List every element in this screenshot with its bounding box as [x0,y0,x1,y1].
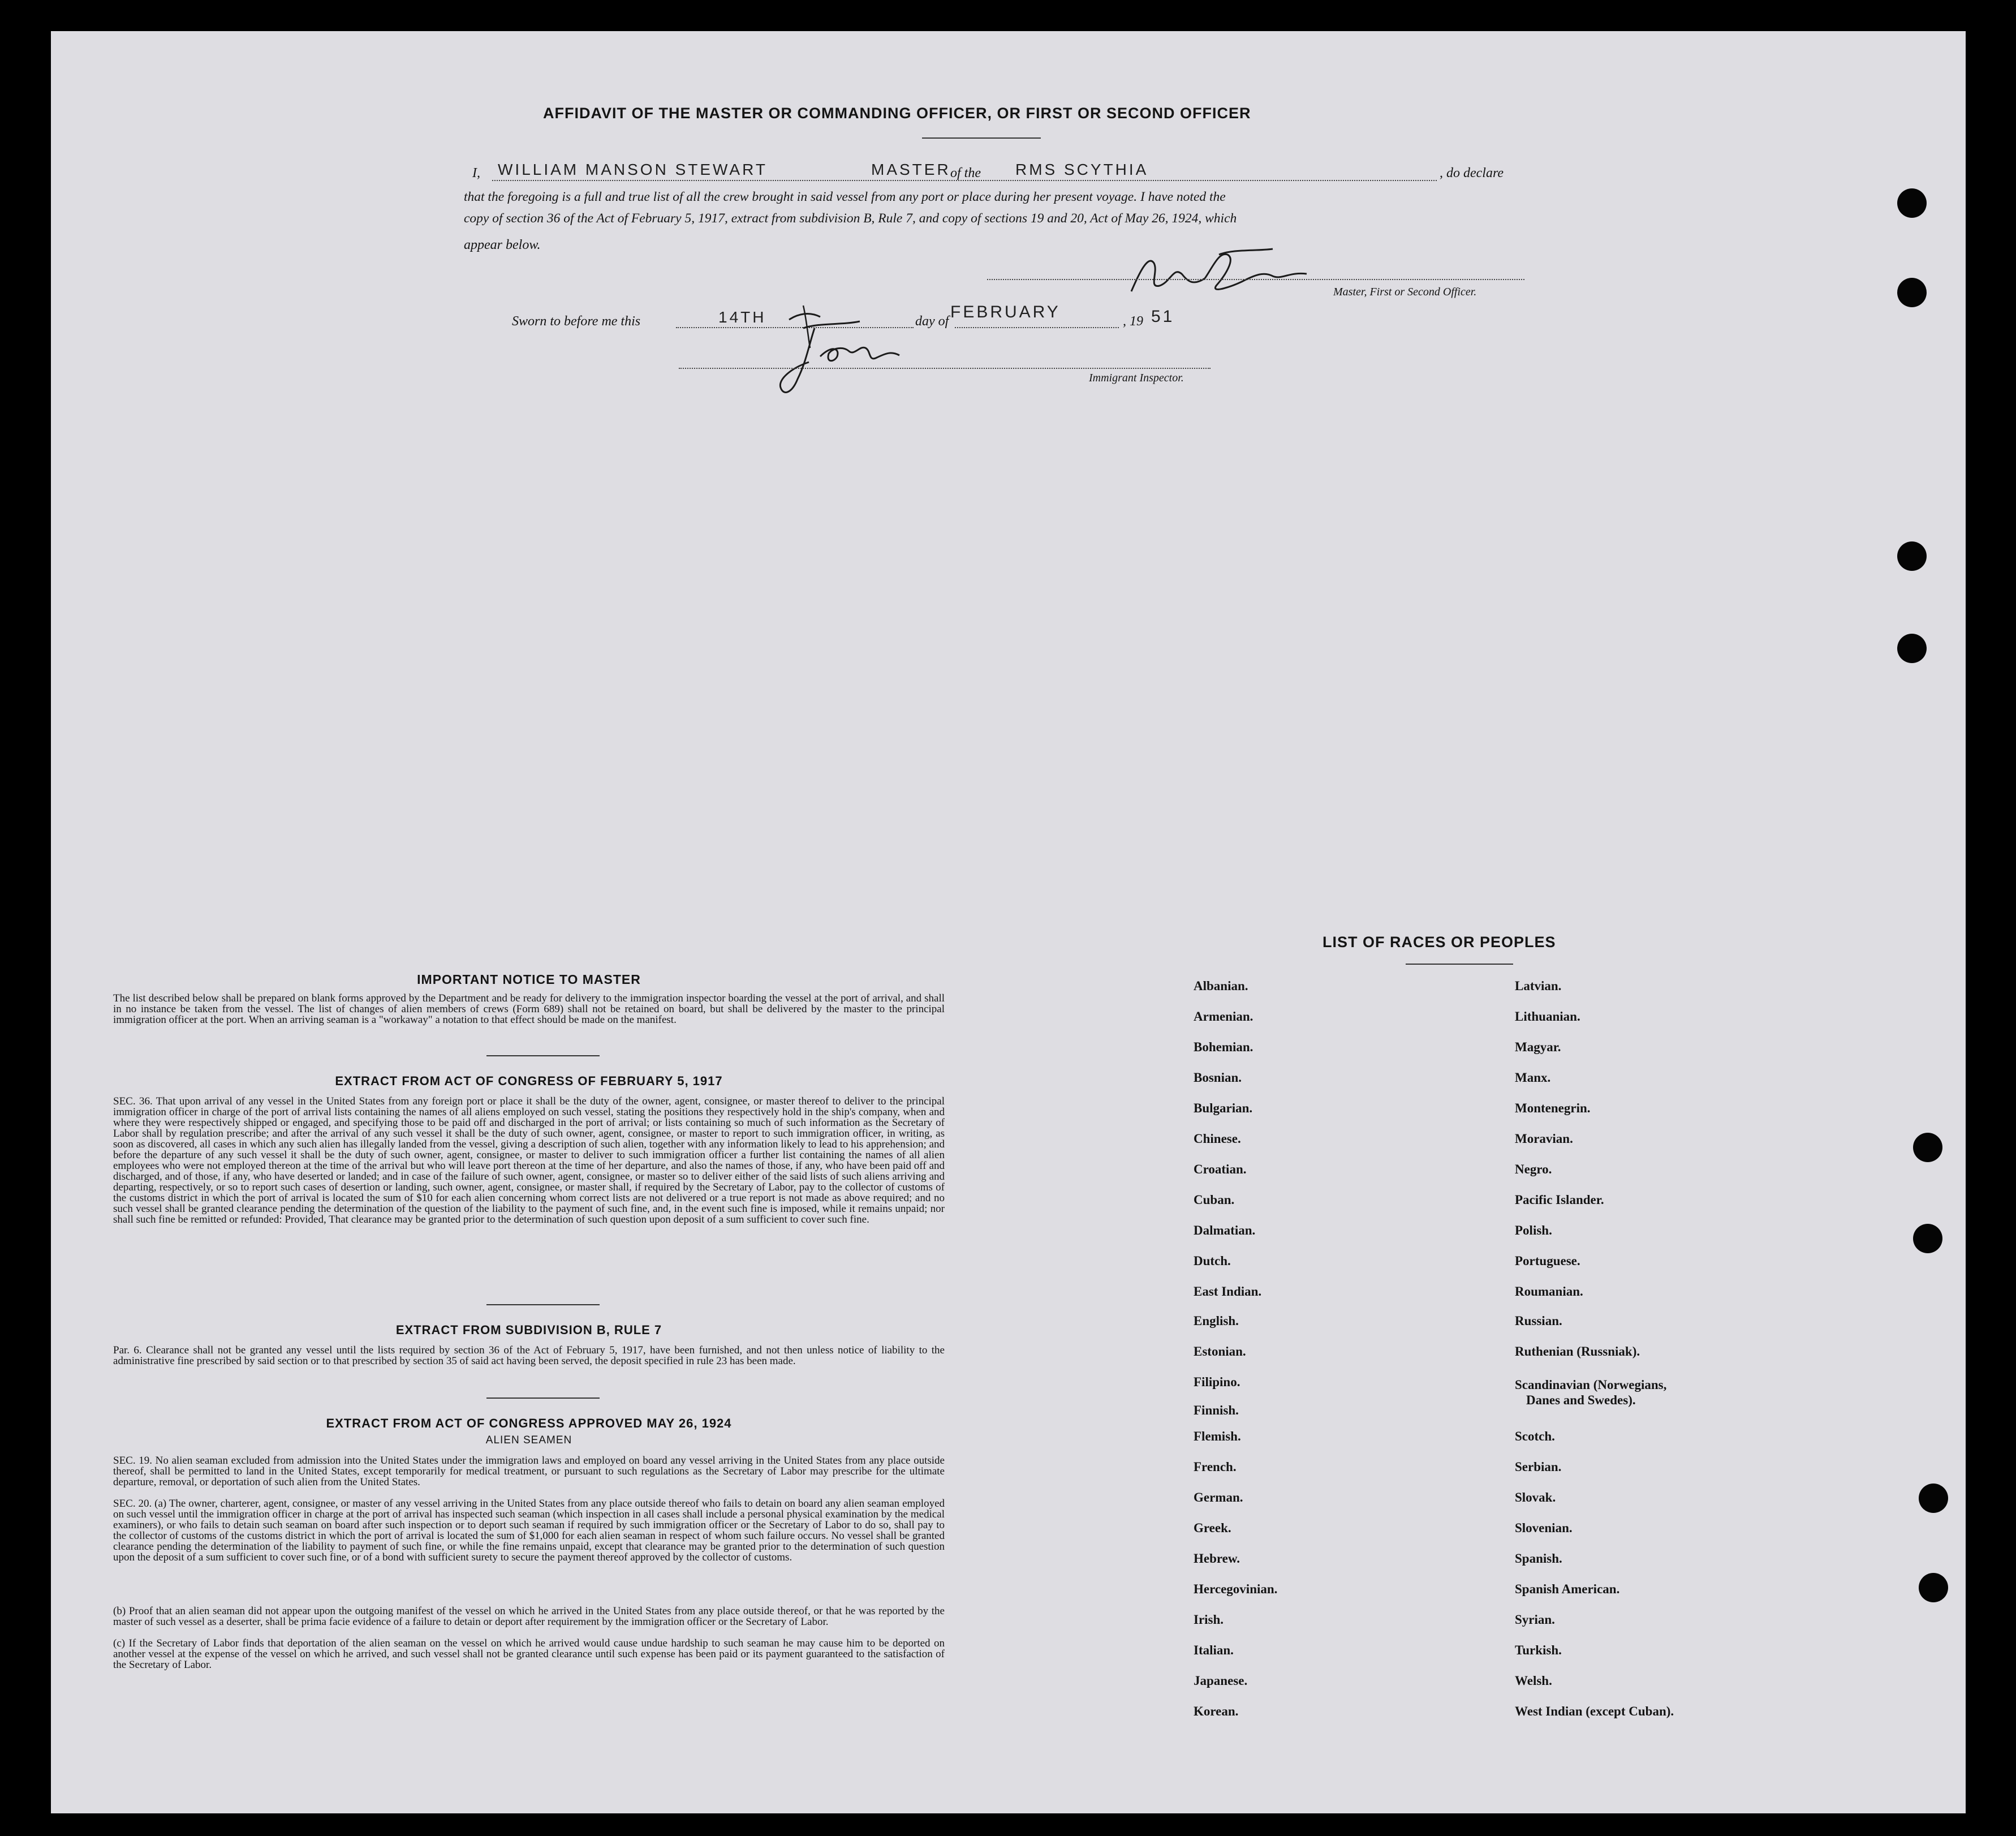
sec-20a-body: SEC. 20. (a) The owner, charterer, agent, consignee, or master of any vessel arriving in the United States from any place outside thereof who fails to detain on board any alien seaman employed on such vessel until the immigration officer in charge at the port of arrival has inspected such seaman (which inspection in all cases shall include a personal physical examination by the medical examiners), or who fails to detain such seaman on board after such inspection or to deport such seaman if required by such immigration officer or the Secretary of Labor to do so, shall pay to the collector of customs of the customs district in which the port of arrival is located the sum of $1,000 for each alien seaman in respect of whom such failure occurs. No vessel shall be granted clearance pending the determination of the liability to payment of such fine, or while the fine remains unpaid, except that clearance may be granted prior to the determination of such question upon the deposit of a sum sufficient to cover such fine, or of a bond with sufficient surety to secure the payment thereof approved by the collector of customs. [113,1498,945,1563]
race-item: Bosnian. [1194,1070,1242,1085]
punch-hole [1897,188,1927,218]
year-value: 51 [1151,307,1175,326]
inspector-signature [735,294,928,402]
master-signature-line [987,279,1524,280]
declaration-line-3: copy of section 36 of the Act of February 5, 1917, extract from subdivision B, Rule 7, and copy of sections 19 and 20, Act of May 26, 1924, which [464,211,1237,226]
race-item: Syrian. [1515,1613,1555,1627]
race-item: Cuban. [1194,1193,1235,1207]
race-item: Manx. [1515,1070,1551,1085]
extract-1917-body: SEC. 36. That upon arrival of any vessel in the United States from any foreign port or place it shall be the duty of the owner, agent, consignee, or master thereof to deliver to the principal immigration officer in charge of the port of arrival lists containing the names of all aliens employed on such vessel, stating the positions they respectively hold in the ship's company, when and where they were respectively shipped or engaged, and specifying those to be paid off and discharged in the port of arrival; or lists containing so much of such information as the Secretary of Labor shall by regulation prescribe; and after the arrival of any such vessel it shall be the duty of such owner, agent, consignee, or master to report to such immigration officer, in writing, as soon as discovered, all cases in which any such alien has illegally landed from the vessel, giving a description of such alien, together with any information likely to lead to his apprehension; and before the departure of any such vessel it shall be the duty of such owner, agent, consignee, or master to deliver to such immigration officer a further list containing the names of all alien employees who were not employed thereon at the time of the arrival but who will leave port thereon at the time of her departure, and also the names of those, if any, who have been paid off and discharged, and of those, if any, who have deserted or landed; and in case of the failure of such owner, agent, consignee, or master so to deliver either of the said lists of such aliens arriving and departing, respectively, or so to report such cases of desertion or landing, such owner, agent, consignee, or master shall, if required by the Secretary of Labor, pay to the collector of customs of the customs district in which the port of arrival is located the sum of $10 for each alien concerning whom correct lists are not delivered or a true report is not made as above required; and no such vessel shall be granted clearance pending the determination of the question of the liability to the payment of such fine, and, in the event such fine is imposed, while it remains unpaid; nor shall such fine be remitted or refunded: Provided, That clearance may be granted prior to the determination of such question upon deposit of a sum sufficient to cover such fine. [113,1095,945,1226]
affidavit-prefix: I, [472,166,480,180]
race-item: Hercegovinian. [1194,1582,1278,1596]
do-declare-label: , do declare [1440,166,1504,180]
race-item: Latvian. [1515,979,1562,993]
sec-20b-body: (b) Proof that an alien seaman did not appear upon the outgoing manifest of the vessel on which he arrived in the United States from any place outside thereof, or that he was reported by the master of such vessel as a deserter, shall be prima facie evidence of a failure to detain or deport after requirement by the immigration officer or the Secretary of Labor. [113,1605,945,1628]
officer-rank: MASTER [871,161,951,178]
race-item: Italian. [1194,1643,1234,1657]
declaration-line-2: that the foregoing is a full and true list of all the crew brought in said vessel from any port or place during her present voyage. I have noted the [464,190,1226,204]
month-value: FEBRUARY [950,303,1061,321]
race-item: Bulgarian. [1194,1101,1253,1115]
punch-hole [1919,1484,1948,1513]
master-caption: Master, First or Second Officer. [1333,286,1477,298]
day-of-label: day of [915,314,949,329]
race-item: Magyar. [1515,1040,1561,1054]
race-item: Finnish. [1194,1403,1239,1417]
race-item: Dutch. [1194,1254,1231,1268]
extract-rule7-rule [486,1398,600,1399]
race-item: Flemish. [1194,1429,1241,1443]
races-rule [1406,964,1513,965]
race-item: Croatian. [1194,1162,1247,1176]
inspector-caption: Immigrant Inspector. [1089,372,1184,384]
month-line [955,327,1119,328]
race-item: Montenegrin. [1515,1101,1591,1115]
extract-1917-rule [486,1304,600,1305]
race-item: Spanish. [1515,1551,1562,1566]
punch-hole [1897,541,1927,571]
extract-1917-title: EXTRACT FROM ACT OF CONGRESS OF FEBRUARY 5, 1917 [335,1074,723,1088]
punch-hole [1897,634,1927,663]
notice-rule [486,1055,600,1056]
race-item: West Indian (except Cuban). [1515,1704,1674,1718]
race-item: Hebrew. [1194,1551,1240,1566]
punch-hole [1913,1133,1942,1162]
race-item: Turkish. [1515,1643,1562,1657]
title-rule [922,137,1041,139]
race-item: East Indian. [1194,1284,1262,1298]
race-item: Negro. [1515,1162,1552,1176]
race-item: Russian. [1515,1314,1562,1328]
race-item: Scandinavian (Norwegians, [1515,1378,1667,1392]
punch-hole [1919,1573,1948,1602]
declaration-line [492,180,1437,181]
race-item: Dalmatian. [1194,1223,1256,1237]
race-item: Scotch. [1515,1429,1555,1443]
extract-1924-title: EXTRACT FROM ACT OF CONGRESS APPROVED MAY 26, 1924 [326,1416,732,1430]
race-item: Slovenian. [1515,1521,1573,1535]
punch-hole [1913,1224,1942,1253]
race-item: Pacific Islander. [1515,1193,1604,1207]
race-item: Lithuanian. [1515,1009,1580,1024]
year-prefix: , 19 [1123,314,1143,329]
race-item: Slovak. [1515,1490,1556,1504]
race-item: English. [1194,1314,1239,1328]
sworn-label: Sworn to before me this [512,314,641,329]
notice-title: IMPORTANT NOTICE TO MASTER [417,972,641,987]
race-item: Chinese. [1194,1132,1241,1146]
race-item: Bohemian. [1194,1040,1253,1054]
sec-19-body: SEC. 19. No alien seaman excluded from admission into the United States under the immigration laws and employed on board any vessel arriving in the United States from any place outside thereof, shall be permitted to land in the United States, except temporarily for medical treatment, or pursuant to such regulations as the Secretary of Labor may prescribe for the ultimate departure, removal, or deportation of such alien from the United States. [113,1455,945,1488]
race-item: Japanese. [1194,1674,1248,1688]
affidavit-title: AFFIDAVIT OF THE MASTER OR COMMANDING OFFICER, OR FIRST OR SECOND OFFICER [543,105,1251,122]
vessel-name: RMS SCYTHIA [1015,161,1149,178]
race-item: Moravian. [1515,1132,1573,1146]
day-value: 14TH [718,308,766,326]
punch-hole [1897,278,1927,307]
race-item: Spanish American. [1515,1582,1620,1596]
race-item: Ruthenian (Russniak). [1515,1344,1640,1358]
races-title: LIST OF RACES OR PEOPLES [1323,934,1556,951]
race-item: German. [1194,1490,1243,1504]
of-the-label: of the [950,166,981,180]
inspector-signature-line [679,368,1211,369]
notice-body: The list described below shall be prepared on blank forms approved by the Department and be ready for delivery to the immigration inspector boarding the vessel at the port of arrival, and shall in no instance be taken from the vessel. The list of changes of alien members of crews (Form 689) shall not be retained on board, but shall be delivered by the master to the principal immigration officer at the port. When an arriving seaman is a "workaway" a notation to that effect should be made on the manifest. [113,992,945,1026]
race-item: Albanian. [1194,979,1248,993]
race-item: Korean. [1194,1704,1239,1718]
race-item: Estonian. [1194,1344,1246,1358]
officer-name: WILLIAM MANSON STEWART [498,161,768,178]
race-item: Polish. [1515,1223,1552,1237]
race-item: Greek. [1194,1521,1231,1535]
extract-rule7-body: Par. 6. Clearance shall not be granted any vessel until the lists required by section 36 of the Act of February 5, 1917, have been furnished, and not then unless notice of liability to the administrative fine prescribed by said section or to that prescribed by section 35 of said act having been served, the deposit specified in rule 23 has been made. [113,1344,945,1367]
race-item: Serbian. [1515,1460,1562,1474]
extract-rule7-title: EXTRACT FROM SUBDIVISION B, RULE 7 [395,1323,662,1337]
race-item: Welsh. [1515,1674,1552,1688]
race-item: Armenian. [1194,1009,1253,1024]
race-item: Portuguese. [1515,1254,1580,1268]
master-signature [1120,232,1312,306]
race-item: French. [1194,1460,1237,1474]
declaration-line-4: appear below. [464,238,541,252]
race-item: Filipino. [1194,1375,1240,1389]
race-item: Danes and Swedes). [1526,1393,1636,1407]
race-item: Irish. [1194,1613,1224,1627]
extract-1924-subtitle: ALIEN SEAMEN [485,1434,572,1446]
sec-20c-body: (c) If the Secretary of Labor finds that deportation of the alien seaman on the vessel on which he arrived would cause undue hardship to such seaman he may cause him to be deported on another vessel at the expense of the vessel on which he arrived, and such vessel shall not be granted clearance until such expense has been paid or its payment guaranteed to the satisfaction of the Secretary of Labor. [113,1637,945,1671]
race-item: Roumanian. [1515,1284,1583,1298]
